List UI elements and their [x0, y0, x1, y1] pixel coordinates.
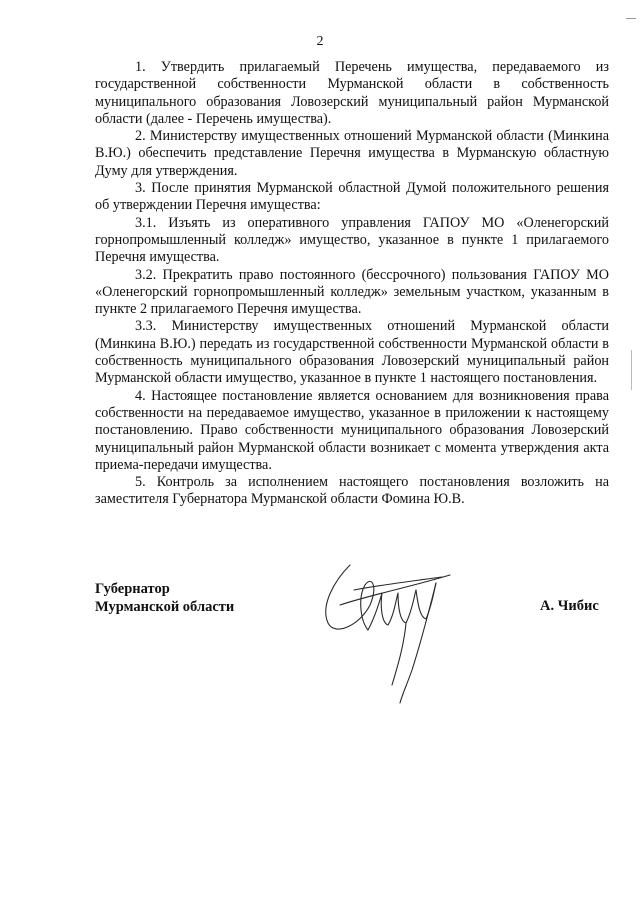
page-number: 2: [316, 34, 324, 49]
paragraph-3-2: 3.2. Прекратить право постоянного (бессрочного) пользования ГАПОУ МО «Оленегорский горнопромышленный колледж» земельным участком, указанным в пункте 2 прилагаемого Перечня имущества.: [95, 266, 609, 318]
document-body: [95, 59, 609, 509]
paragraph-3: 3. После принятия Мурманской областной Думой положительного решения об утверждении Перечня имущества:: [95, 180, 609, 214]
paragraph-3-1: 3.1. Изъять из оперативного управления ГАПОУ МО «Оленегорский горнопромышленный колледж» имущество, указанное в пункте 1 прилагаемого Перечня имущества.: [95, 214, 609, 266]
paragraph-1: 1. Утвердить прилагаемый Перечень имущества, передаваемого из государственной собственности Мурманской области в собственность муниципального образования Ловозерский муниципальный район Мурманской области (далее - Перечень имущества).: [95, 59, 609, 127]
paragraph-5: 5. Контроль за исполнением настоящего постановления возложить на заместителя Губернатора Мурманской области Фомина Ю.В.: [95, 474, 609, 508]
paragraph-3-3: 3.3. Министерству имущественных отношений Мурманской области (Минкина В.Ю.) передать из государственной собственности Мурманской области в собственность муниципального образования Ловозерский муниципальный район Мурманской области имущество, указанное в пункте 1 настоящего постановления.: [95, 318, 609, 387]
handwritten-signature: [310, 545, 470, 710]
paragraph-2: 2. Министерству имущественных отношений Мурманской области (Минкина В.Ю.) обеспечить представление Перечня имущества в Мурманскую областную Думу для утверждения.: [95, 128, 609, 179]
scan-edge-mark: [626, 18, 636, 19]
signatory-title-line1: Губернатор: [95, 581, 170, 597]
signatory-title-line2: Мурманской области: [95, 599, 235, 615]
signatory-name: А. Чибис: [540, 598, 599, 614]
signatory-title: [95, 580, 234, 616]
scan-edge-mark: [631, 350, 632, 390]
paragraph-4: 4. Настоящее постановление является основанием для возникновения права собственности на передаваемое имущество, указанное в приложении к настоящему постановлению. Право собственности муниципального образования Ловозерский муниципальный район Мурманской области возникает с момента утверждения акта приема-передачи имущества.: [95, 387, 609, 473]
